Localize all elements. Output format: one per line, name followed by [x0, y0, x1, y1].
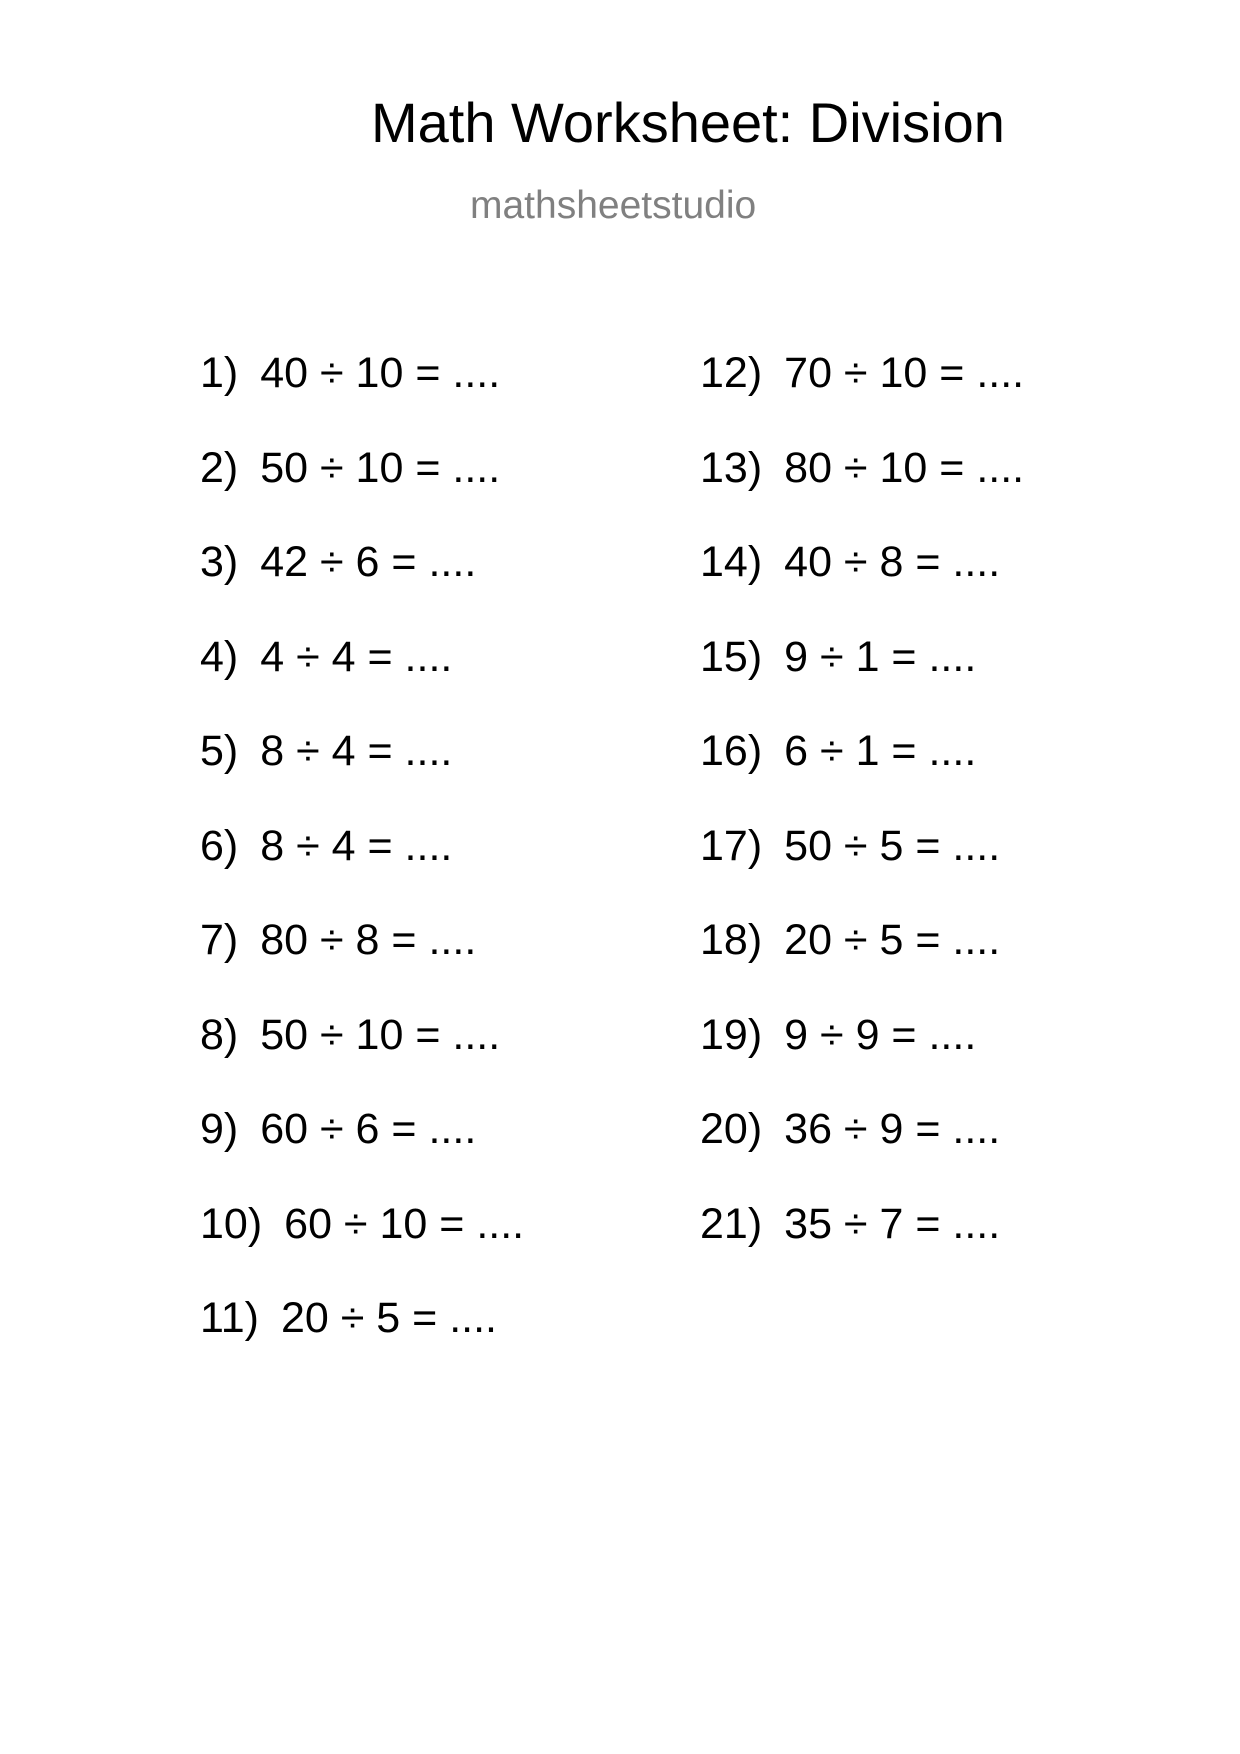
problem-expression: 40 ÷ 10 = ....	[260, 349, 501, 397]
problem-number: 7)	[200, 916, 239, 964]
problem-item	[200, 821, 524, 920]
problem-number: 21)	[700, 1199, 763, 1248]
problem-number: 2)	[200, 443, 239, 492]
problem-item	[200, 1105, 524, 1203]
problem-number: 20)	[700, 1105, 763, 1153]
problem-number: 16)	[700, 727, 763, 775]
problem-number: 12)	[700, 349, 763, 397]
problem-item	[200, 349, 524, 447]
problem-number: 17)	[700, 821, 763, 870]
problem-expression: 40 ÷ 8 = ....	[784, 538, 1001, 586]
problem-expression: 60 ÷ 10 = ....	[284, 1199, 525, 1248]
problem-item	[700, 1199, 1024, 1298]
problem-number: 15)	[700, 632, 763, 681]
problem-item	[200, 916, 524, 1014]
problems-right-column	[700, 349, 1025, 1297]
problem-number: 19)	[700, 1010, 763, 1059]
problem-item	[700, 1010, 1024, 1109]
worksheet-title: Math Worksheet: Division	[371, 91, 1005, 154]
problem-number: 3)	[200, 538, 239, 586]
problem-number: 11)	[200, 1294, 259, 1342]
problem-expression: 80 ÷ 8 = ....	[260, 916, 477, 964]
problem-item	[700, 538, 1024, 636]
problem-expression: 8 ÷ 4 = ....	[260, 727, 453, 775]
problem-number: 1)	[200, 349, 239, 397]
worksheet-subtitle: mathsheetstudio	[470, 184, 757, 227]
problem-item	[700, 727, 1024, 825]
problem-number: 13)	[700, 443, 763, 492]
problem-expression: 4 ÷ 4 = ....	[260, 632, 453, 681]
problem-expression: 20 ÷ 5 = ....	[784, 916, 1001, 964]
problem-item	[200, 727, 524, 825]
problem-expression: 50 ÷ 10 = ....	[260, 1010, 501, 1059]
problem-item	[200, 1199, 525, 1298]
problem-expression: 50 ÷ 5 = ....	[784, 821, 1001, 870]
problem-expression: 9 ÷ 1 = ....	[784, 632, 977, 681]
problem-number: 18)	[700, 916, 763, 964]
problem-item	[700, 349, 1025, 447]
problem-expression: 50 ÷ 10 = ....	[260, 443, 501, 492]
problem-item	[200, 1294, 524, 1392]
problem-item	[200, 538, 524, 636]
problem-number: 8)	[200, 1010, 239, 1059]
problem-item	[200, 632, 524, 731]
problem-number: 5)	[200, 727, 239, 775]
problem-expression: 9 ÷ 9 = ....	[784, 1010, 977, 1059]
problem-number: 14)	[700, 538, 763, 586]
problem-expression: 36 ÷ 9 = ....	[784, 1105, 1001, 1153]
problem-item	[700, 1105, 1024, 1203]
problem-item	[200, 443, 524, 542]
problem-expression: 6 ÷ 1 = ....	[784, 727, 977, 775]
problem-item	[700, 443, 1025, 542]
problem-number: 9)	[200, 1105, 239, 1153]
problem-number: 6)	[200, 821, 239, 870]
problem-expression: 8 ÷ 4 = ....	[260, 821, 453, 870]
problem-expression: 42 ÷ 6 = ....	[260, 538, 477, 586]
problem-item	[700, 821, 1024, 920]
problems-left-column	[200, 349, 525, 1392]
problem-expression: 60 ÷ 6 = ....	[260, 1105, 477, 1153]
problem-item	[700, 916, 1024, 1014]
problem-expression: 20 ÷ 5 = ....	[280, 1294, 497, 1342]
problem-item	[700, 632, 1024, 731]
problem-item	[200, 1010, 524, 1109]
problem-expression: 80 ÷ 10 = ....	[784, 443, 1025, 492]
problem-expression: 35 ÷ 7 = ....	[784, 1199, 1001, 1248]
problem-expression: 70 ÷ 10 = ....	[784, 349, 1025, 397]
problem-number: 4)	[200, 632, 239, 681]
problem-number: 10)	[200, 1199, 263, 1248]
